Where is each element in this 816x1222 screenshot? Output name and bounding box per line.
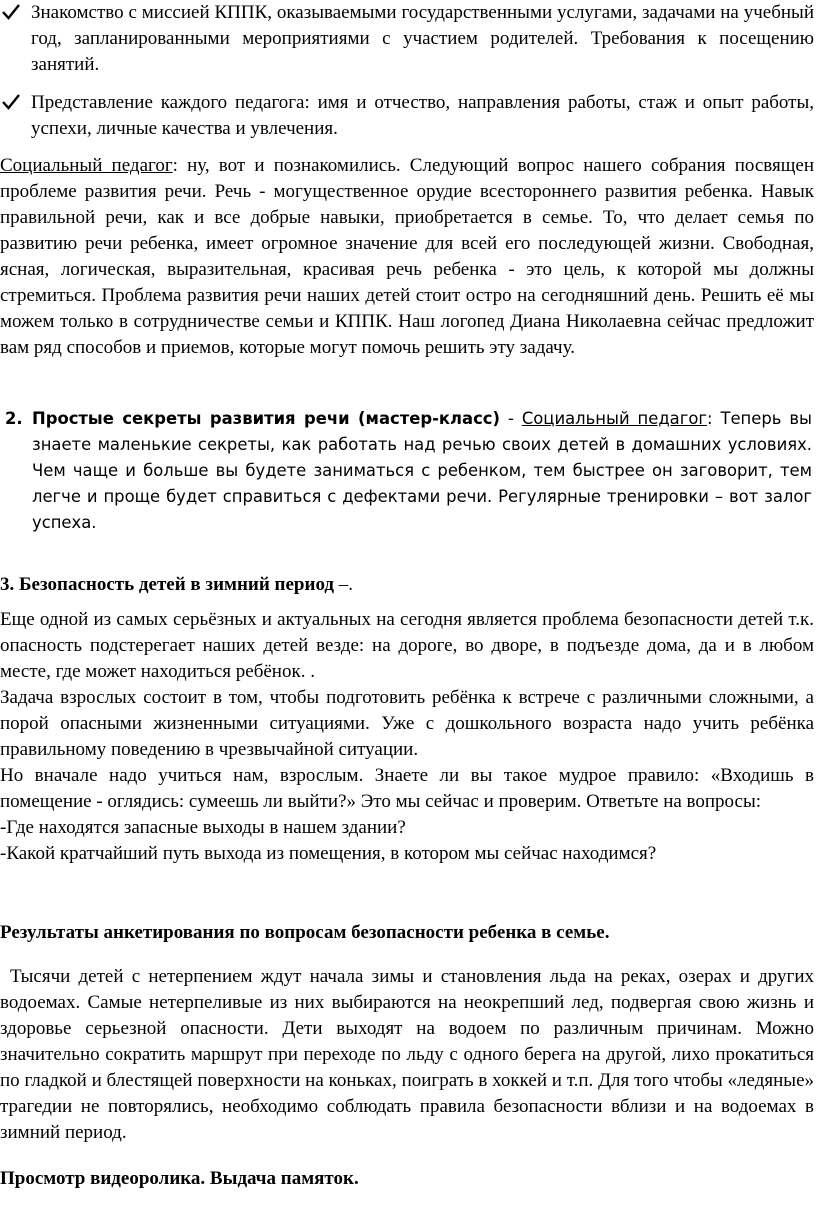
results-heading — [0, 920, 814, 946]
question-line: -Где находятся запасные выходы в нашем здании? — [0, 817, 406, 838]
item-dash: - — [500, 409, 522, 428]
final-heading — [0, 1166, 814, 1192]
section-paragraph: Задача взрослых состоит в том, чтобы подготовить ребёнка к встрече с различными сложными, а порой опасными жизненными ситуациями. Уже с дошкольного возраста надо учить ребёнка правильному поведению в чрезвычайной ситуации. — [0, 687, 814, 760]
checklist-item — [0, 90, 814, 142]
results-paragraph: Тысячи детей с нетерпением ждут начала зимы и становления льда на реках, озерах и других водоемах. Самые нетерпеливые из них выбираются на неокрепший лед, подвергая свою жизнь и здоровье серьезной опасности. Дети выходят на водоем по различным причинам. Можно значительно сократить маршрут при переходе по льду с одного берега на другой, лихо прокатиться по гладкой и блестящей поверхности на коньках, поиграть в хоккей и т.п. Для того чтобы «ледяные» трагедии не повторялись, необходимо соблюдать правила безопасности вблизи и на водоемах в зимний период. — [0, 966, 814, 1143]
section-heading — [0, 572, 814, 598]
speaker-label: Социальный педагог — [521, 409, 707, 428]
question-line: -Какой кратчайший путь выхода из помещения, в котором мы сейчас находимся? — [0, 843, 657, 864]
intro-text: : ну, вот и познакомились. Следующий вопрос нашего собрания посвящен проблеме развития речи. Речь - могущественное орудие всестороннего развития ребенка. Навык правильной речи, как и все добрые навыки, приобретается в семье. То, что делает семья по развитию речи ребенка, имеет огромное значение для всей его последующей жизни. Свободная, ясная, логическая, выразительная, красивая речь ребенка - это цель, к которой мы должны стремиться. Проблема развития речи наших детей стоит остро на сегодняшний день. Решить её мы можем только в сотрудничестве семьи и КППК. Наш логопед Диана Николаевна сейчас предложит вам ряд способов и приемов, которые могут помочь решить эту задачу. — [0, 155, 815, 358]
numbered-item-2 — [0, 406, 812, 536]
section-paragraph: Но вначале надо учиться нам, взрослым. Знаете ли вы такое мудрое правило: «Входишь в помещение - оглядись: сумеешь ли выйти?» Это мы сейчас и проверим. Ответьте на вопросы: — [0, 765, 814, 812]
checkmark-icon — [0, 91, 22, 113]
section-heading-suffix: –. — [334, 574, 354, 595]
intro-paragraph — [0, 153, 814, 361]
checklist-item — [0, 0, 814, 78]
item-title: Простые секреты развития речи (мастер-класс) — [32, 409, 500, 428]
item-text: : Теперь вы знаете маленькие секреты, как работать над речью своих детей в домашних условиях. Чем чаще и больше вы будете заниматься с ребенком, тем быстрее он заговорит, тем легче и проще будет справиться с дефектами речи. Регулярные тренировки – вот залог успеха. — [32, 409, 812, 532]
checklist-item-text: Знакомство с миссией КППК, оказываемыми государственными услугами, задачами на учебный год, запланированными мероприятиями с участием родителей. Требования к посещению занятий. — [31, 2, 814, 75]
section-body — [0, 607, 814, 867]
speaker-label: Социальный педагог — [0, 155, 173, 176]
checkmark-icon — [0, 1, 22, 23]
item-number: 2. — [5, 409, 23, 428]
results-heading-text: Результаты анкетирования по вопросам безопасности ребенка в семье. — [0, 922, 610, 943]
section-heading-title: 3. Безопасность детей в зимний период — [0, 574, 335, 595]
section-paragraph: Еще одной из самых серьёзных и актуальных на сегодня является проблема безопасности детей т.к. опасность подстерегает наших детей везде: на дороге, во дворе, в подъезде дома, да и в любом месте, где может находиться ребёнок. . — [0, 609, 814, 682]
final-heading-text: Просмотр видеоролика. Выдача памяток. — [0, 1168, 359, 1189]
checklist-item-text: Представление каждого педагога: имя и отчество, направления работы, стаж и опыт работы, успехи, личные качества и увлечения. — [31, 92, 814, 139]
